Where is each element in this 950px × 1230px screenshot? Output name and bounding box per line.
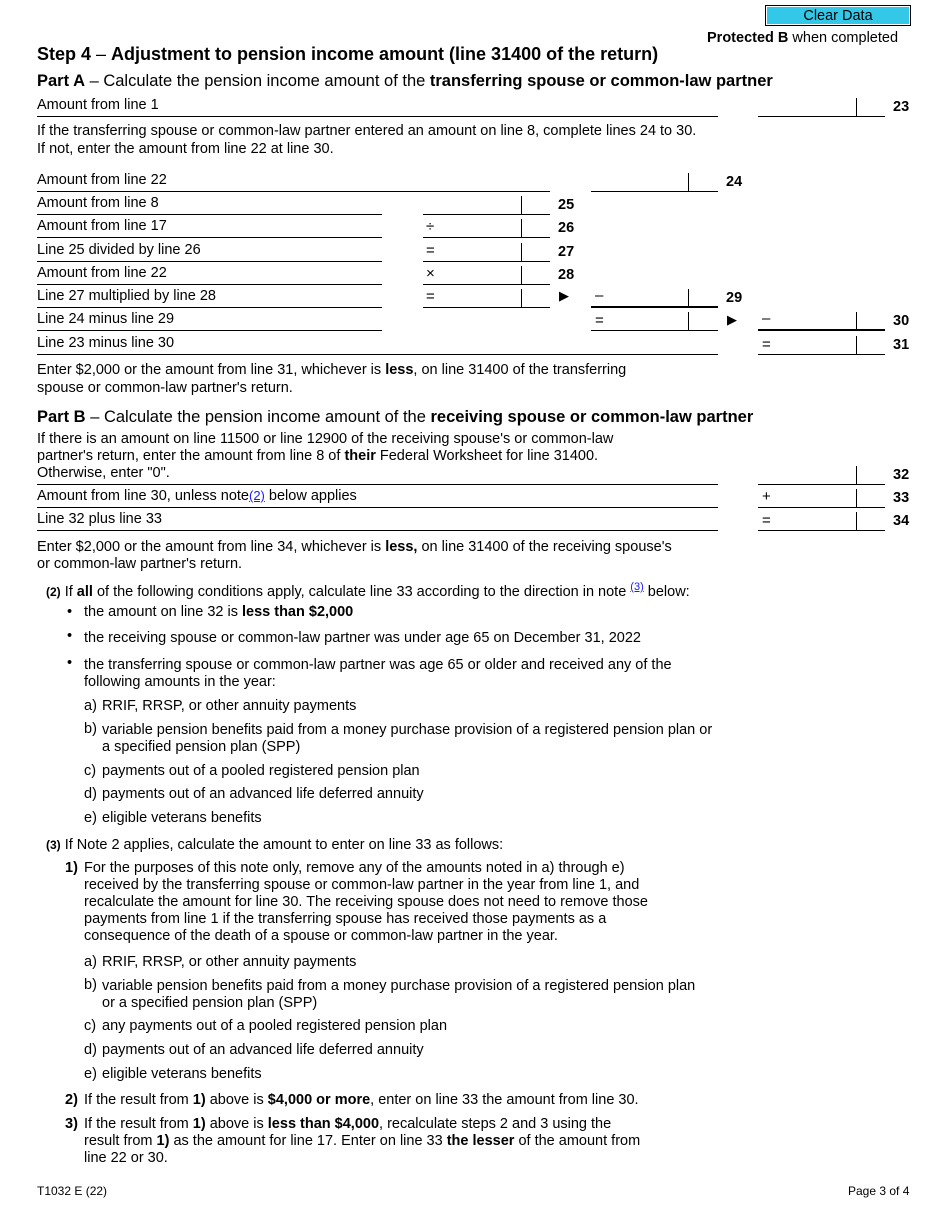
line-25-cents-divider (521, 196, 522, 214)
line-29-field-rule-right (591, 306, 718, 308)
part-b-intro-3: Otherwise, enter "0". (37, 465, 170, 481)
line-31-input[interactable] (777, 335, 854, 353)
note-3-step-2-bold-2: $4,000 or more (267, 1092, 371, 1108)
line-23-number: 23 (893, 99, 910, 115)
line-27-input[interactable] (440, 242, 519, 260)
note-3-step-1-line-5: consequence of the death of a spouse or common-law partner in the year. (84, 928, 558, 944)
note-2-item-b-letter: b) (84, 721, 97, 737)
line-30-field-rule-left (591, 330, 718, 331)
note-3-step-3-bold-2: less than $4,000 (267, 1116, 380, 1132)
line-28-rule (37, 284, 382, 285)
line-30-arrow-icon: ▶ (727, 312, 737, 327)
part-a-enter-2: spouse or common-law partner's return. (37, 380, 293, 396)
line-31-cents-divider (856, 336, 857, 354)
line-30-input-right[interactable] (777, 311, 854, 329)
line-27-field-rule (423, 261, 550, 262)
note-2-item-a-letter: a) (84, 698, 97, 714)
note-3-step-3-line-1 (84, 1116, 611, 1132)
note-3-text: If Note 2 applies, calculate the amount to enter on line 33 as follows: (60, 837, 504, 853)
note-3-step-3-line-3: line 22 or 30. (84, 1150, 168, 1166)
line-31-field-rule (758, 354, 885, 355)
note-3-item-b-line-2: or a specified pension plan (SPP) (102, 995, 318, 1011)
part-a-enter-1-bold: less (385, 362, 414, 378)
note-3-step-1-line-2: received by the transferring spouse or common-law partner in the year from line 1, and (84, 877, 640, 893)
note-2-item-b-line-2: a specified pension plan (SPP) (102, 739, 301, 755)
line-30-cents-divider-right (856, 312, 857, 329)
line-26-number: 26 (558, 220, 575, 236)
line-33-cents-divider (856, 489, 857, 507)
line-32-number: 32 (893, 467, 910, 483)
line-26-input[interactable] (440, 218, 519, 236)
note-3-step-3-mid: above is (205, 1116, 268, 1132)
line-26-divide-operator: ÷ (426, 218, 435, 235)
note-3-step-2-number: 2) (65, 1092, 78, 1108)
clear-data-button[interactable]: Clear Data (765, 5, 911, 26)
line-31-label: Line 23 minus line 30 (37, 335, 175, 351)
part-b-enter-1-post: on line 31400 of the receiving spouse's (417, 539, 672, 555)
part-a-bold-text: transferring spouse or common-law partner (429, 72, 773, 90)
line-33-rule (37, 507, 718, 508)
note-2-item-d-letter: d) (84, 786, 97, 802)
note-2-item-b-line-1: variable pension benefits paid from a money purchase provision of a registered pension plan or (102, 722, 713, 738)
note-2-item-c-letter: c) (84, 763, 97, 779)
note-3-step-3-post: , recalculate steps 2 and 3 using the (379, 1116, 612, 1132)
line-29-field-rule-left (423, 307, 550, 308)
line-29-rule (37, 307, 382, 308)
note-3-step-1-line-3: recalculate the amount for line 30. The receiving spouse does not need to remove those (84, 894, 648, 910)
part-b-title (37, 408, 753, 427)
note-3-link[interactable]: (3) (630, 581, 644, 593)
line-26-label: Amount from line 17 (37, 218, 167, 234)
line-23-field-rule (758, 116, 885, 117)
note-2-bullet-1-dot: • (67, 604, 73, 620)
note-2-bullet-3-line-2: following amounts in the year: (84, 674, 276, 690)
protected-b-label (707, 30, 898, 46)
part-a-label: Part A (37, 72, 85, 90)
line-31-number: 31 (893, 337, 910, 353)
line-25-field-rule (423, 214, 550, 215)
note-3-item-e: eligible veterans benefits (102, 1066, 262, 1082)
note-3-marker: (3) (46, 838, 61, 852)
line-26-rule (37, 237, 382, 238)
note-3-step-3-bold-1: 1) (192, 1116, 206, 1132)
line-34-label: Line 32 plus line 33 (37, 511, 162, 527)
line-33-input[interactable] (777, 488, 854, 506)
line-25-input[interactable] (423, 195, 519, 213)
note-3-step-3-pre: If the result from (84, 1116, 193, 1132)
part-a-title (37, 72, 773, 91)
note-3-step-3-l2-bold: 1) (156, 1133, 170, 1149)
note-2-bold: all (76, 583, 93, 600)
part-b-bold-text: receiving spouse or common-law partner (430, 408, 754, 426)
part-b-enter-1 (37, 539, 672, 555)
line-29-number: 29 (726, 290, 743, 306)
line-34-field-rule (758, 530, 885, 531)
line-29-cents-divider-left (521, 289, 522, 307)
line-30-cents-divider-left (688, 312, 689, 330)
line-28-number: 28 (558, 267, 575, 283)
note-3-step-1-line-4: payments from line 1 if the transferring spouse has received those payments as a (84, 911, 607, 927)
line-29-cents-divider-right (688, 289, 689, 306)
line-28-label: Amount from line 22 (37, 265, 167, 281)
line-24-cents-divider (688, 173, 689, 191)
form-id: T1032 E (22) (37, 1184, 108, 1198)
line-33-plus-operator: + (762, 488, 771, 505)
line-33-field-rule (758, 507, 885, 508)
line-30-minus-operator: – (762, 310, 771, 327)
note-3-item-d-letter: d) (84, 1042, 97, 1058)
step4-label: Step 4 (37, 44, 92, 64)
note-3-step-3-l2-pre: result from (84, 1133, 157, 1149)
line-29-input-right[interactable] (610, 288, 686, 306)
note-3-item-b-line-1: variable pension benefits paid from a money purchase provision of a registered pension plan (102, 978, 696, 994)
note-2-bullet-1-bold: less than $2,000 (242, 604, 354, 620)
line-30-field-rule-right (758, 329, 885, 331)
note-2-bullet-1-pre: the amount on line 32 is (84, 604, 242, 620)
line-33-label-pre: Amount from line 30, unless note (37, 488, 249, 504)
line-24-label: Amount from line 22 (37, 172, 167, 188)
line-33-label (37, 488, 357, 504)
part-b-enter-1-pre: Enter $2,000 or the amount from line 34, whichever is (37, 539, 386, 555)
line-32-cents-divider (856, 466, 857, 484)
line-34-rule (37, 530, 718, 531)
note-3-step-2-bold-1: 1) (192, 1092, 206, 1108)
line-27-number: 27 (558, 244, 575, 260)
line-29-label: Line 27 multiplied by line 28 (37, 288, 216, 304)
note-2-item-d: payments out of an advanced life deferred annuity (102, 786, 424, 802)
line-27-label: Line 25 divided by line 26 (37, 242, 201, 258)
part-a-enter-1-post: , on line 31400 of the transferring (413, 362, 627, 378)
note-3-item-a-letter: a) (84, 954, 97, 970)
note-3-item-c: any payments out of a pooled registered pension plan (102, 1018, 448, 1034)
line-34-cents-divider (856, 512, 857, 530)
note-3-item-e-letter: e) (84, 1066, 97, 1082)
line-30-number: 30 (893, 313, 910, 329)
note-3-step-1-line-1: For the purposes of this note only, remove any of the amounts noted in a) through e) (84, 860, 625, 876)
line-28-cents-divider (521, 266, 522, 284)
line-34-number: 34 (893, 513, 910, 529)
line-31-rule (37, 354, 718, 355)
part-b-enter-1-bold: less, (385, 539, 418, 555)
line-26-cents-divider (521, 219, 522, 237)
note-3-item-a: RRIF, RRSP, or other annuity payments (102, 954, 357, 970)
line-29-equals-operator: = (426, 288, 435, 305)
note-2-item-e-letter: e) (84, 810, 97, 826)
line-32-field-rule (758, 484, 885, 485)
line-33-label-post: below applies (264, 488, 357, 504)
note-3-step-3-number: 3) (65, 1116, 78, 1132)
note-3-step-3-line-2 (84, 1133, 640, 1149)
line-24-input[interactable] (591, 172, 686, 190)
page-number: Page 3 of 4 (848, 1184, 910, 1198)
note-3-step-1-number: 1) (65, 860, 78, 876)
note-3-step-3-l2-post: of the amount from (514, 1133, 641, 1149)
part-b-intro-2-pre: partner's return, enter the amount from line 8 of (37, 448, 345, 464)
line-23-cents-divider (856, 98, 857, 116)
line-25-number: 25 (558, 197, 575, 213)
note-2-heading (46, 581, 690, 600)
line-32-rule (37, 484, 718, 485)
part-a-intro-1: If the transferring spouse or common-law partner entered an amount on line 8, complete lines 24 to 30. (37, 123, 697, 139)
part-a-enter-1-pre: Enter $2,000 or the amount from line 31, whichever is (37, 362, 386, 378)
line-23-label: Amount from line 1 (37, 97, 159, 113)
line-27-rule (37, 261, 382, 262)
note-3-step-2-post: , enter on line 33 the amount from line 30. (370, 1092, 639, 1108)
note-2-marker: (2) (46, 584, 61, 599)
note-2-item-e: eligible veterans benefits (102, 810, 262, 826)
line-23-input[interactable] (758, 97, 854, 115)
note-2-bullet-2-dot: • (67, 628, 73, 644)
line-34-equals-operator: = (762, 512, 771, 529)
line-33-number: 33 (893, 490, 910, 506)
line-23-rule (37, 116, 718, 117)
note-2-end: below: (643, 583, 690, 600)
line-28-input[interactable] (440, 265, 519, 283)
note-2-bullet-2: the receiving spouse or common-law partner was under age 65 on December 31, 2022 (84, 630, 641, 646)
line-32-input[interactable] (758, 465, 854, 483)
line-28-field-rule (423, 284, 550, 285)
note-3-item-c-letter: c) (84, 1018, 97, 1034)
line-24-field-rule (591, 191, 718, 192)
line-30-rule (37, 330, 382, 331)
note-2-bullet-3-dot: • (67, 655, 73, 671)
line-30-label: Line 24 minus line 29 (37, 311, 175, 327)
note-3-step-3-l2-bold-2: the lesser (446, 1133, 515, 1149)
part-b-label: Part B (37, 408, 86, 426)
line-34-input[interactable] (777, 511, 854, 529)
step4-dash: – (91, 44, 112, 64)
line-24-rule (37, 191, 550, 192)
part-b-intro-2 (37, 448, 598, 464)
note-2-item-a: RRIF, RRSP, or other annuity payments (102, 698, 357, 714)
note-2-pre: If (60, 583, 77, 600)
step4-title-text: Adjustment to pension income amount (line 31400 of the return) (111, 44, 659, 64)
line-28-multiply-operator: × (426, 265, 435, 282)
line-25-rule (37, 214, 382, 215)
note-2-post: of the following conditions apply, calculate line 33 according to the direction in note (92, 583, 631, 600)
line-27-cents-divider (521, 243, 522, 261)
note-3-heading (46, 837, 503, 853)
note-3-step-2 (84, 1092, 639, 1108)
note-2-item-c: payments out of a pooled registered pension plan (102, 763, 420, 779)
part-b-intro-1: If there is an amount on line 11500 or line 12900 of the receiving spouse's or common-law (37, 431, 614, 447)
line-31-equals-operator: = (762, 336, 771, 353)
line-29-input-left[interactable] (440, 288, 519, 306)
note-3-item-d: payments out of an advanced life deferred annuity (102, 1042, 424, 1058)
note-2-link[interactable]: (2) (248, 488, 265, 503)
part-b-dash-text: – Calculate the pension income amount of the (85, 408, 431, 426)
line-24-number: 24 (726, 174, 743, 190)
line-29-arrow-icon: ▶ (559, 288, 569, 303)
note-3-step-2-mid: above is (205, 1092, 268, 1108)
part-b-enter-2: or common-law partner's return. (37, 556, 243, 572)
protected-b-rest: when completed (788, 30, 899, 46)
note-2-bullet-3-line-1: the transferring spouse or common-law partner was age 65 or older and received any of the (84, 657, 672, 673)
note-2-bullet-1 (84, 604, 353, 620)
note-3-step-3-l2-mid: as the amount for line 17. Enter on line 33 (169, 1133, 447, 1149)
line-27-equals-operator: = (426, 242, 435, 259)
part-a-enter-1 (37, 362, 626, 378)
note-3-step-2-pre: If the result from (84, 1092, 193, 1108)
line-30-input-left[interactable] (610, 311, 686, 329)
line-30-equals-operator: = (595, 312, 604, 329)
protected-b-bold: Protected B (707, 30, 789, 46)
line-25-label: Amount from line 8 (37, 195, 159, 211)
line-29-minus-operator: – (595, 287, 604, 304)
part-a-dash-text: – Calculate the pension income amount of the (85, 72, 430, 90)
step4-title (37, 44, 658, 65)
part-a-intro-2: If not, enter the amount from line 22 at line 30. (37, 141, 334, 157)
part-b-intro-2-post: Federal Worksheet for line 31400. (375, 448, 599, 464)
part-b-intro-2-bold: their (344, 448, 376, 464)
line-26-field-rule (423, 237, 550, 238)
note-3-item-b-letter: b) (84, 977, 97, 993)
